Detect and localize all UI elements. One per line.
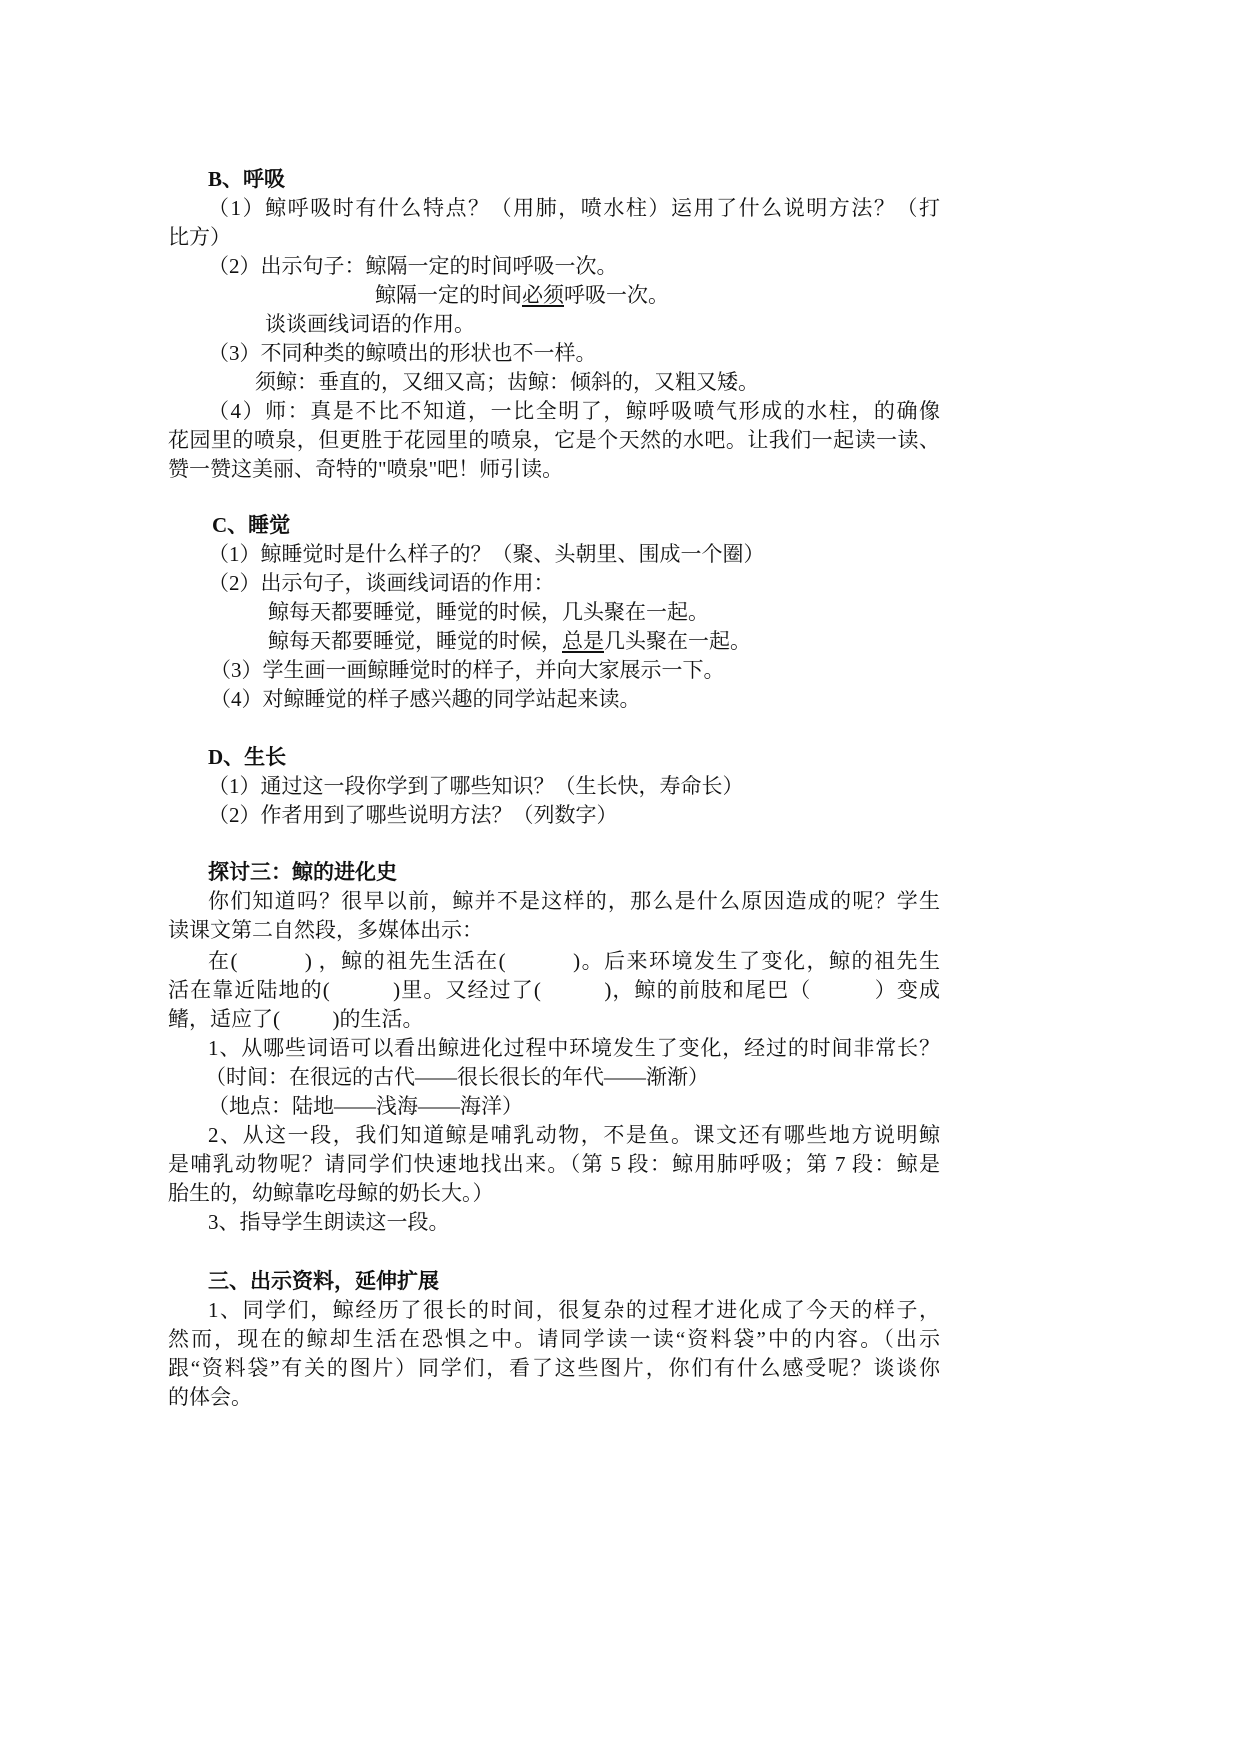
section-heading: 三、出示资料，延伸扩展	[208, 1269, 439, 1293]
paragraph-line: 谈谈画线词语的作用。	[265, 312, 475, 336]
paragraph-line: 读课文第二自然段，多媒体出示：	[168, 918, 483, 942]
example-sentence	[375, 281, 669, 310]
section-heading: B、呼吸	[208, 167, 286, 191]
paragraph-line: （时间：在很远的古代——很长很长的年代——渐渐）	[205, 1065, 709, 1089]
sentence-text: 几头聚在一起。	[604, 629, 751, 653]
underlined-word: 总是	[562, 629, 604, 653]
paragraph-line: 比方）	[168, 225, 231, 249]
paragraph-line: （1）鲸睡觉时是什么样子的？（聚、头朝里、围成一个圈）	[208, 542, 765, 566]
fill-in-blank-line: 在( ) ，鲸的祖先生活在( )。后来环境发生了变化，鲸的祖先生	[208, 949, 940, 973]
paragraph-line: （4）师：真是不比不知道，一比全明了，鲸呼吸喷气形成的水柱，的确像	[208, 399, 940, 423]
paragraph-line: 胎生的，幼鲸靠吃母鲸的奶长大。）	[168, 1181, 494, 1205]
example-sentence: 鲸每天都要睡觉，睡觉的时候，几头聚在一起。	[268, 600, 709, 624]
paragraph-line: （2）作者用到了哪些说明方法？（列数字）	[208, 803, 618, 827]
example-sentence	[268, 627, 751, 656]
paragraph-line: （3）学生画一画鲸睡觉时的样子，并向大家展示一下。	[210, 658, 725, 682]
section-heading: 探讨三：鲸的进化史	[208, 860, 397, 884]
fill-in-blank-line: 鳍，适应了( )的生活。	[168, 1007, 424, 1031]
paragraph-line: 须鲸：垂直的，又细又高；齿鲸：倾斜的，又粗又矮。	[255, 370, 759, 394]
paragraph-line: 的体会。	[168, 1385, 252, 1409]
paragraph-line: （3）不同种类的鲸喷出的形状也不一样。	[208, 341, 597, 365]
paragraph-line: 然而，现在的鲸却生活在恐惧之中。请同学读一读“资料袋”中的内容。（出示	[168, 1327, 940, 1351]
sentence-text: 鲸每天都要睡觉，睡觉的时候，	[268, 629, 562, 653]
paragraph-line: 2、从这一段，我们知道鲸是哺乳动物，不是鱼。课文还有哪些地方说明鲸	[208, 1123, 940, 1147]
paragraph-line: （1）通过这一段你学到了哪些知识？（生长快，寿命长）	[208, 774, 744, 798]
fill-in-blank-line: 活在靠近陆地的( )里。又经过了( )，鲸的前肢和尾巴（ ）变成	[168, 978, 940, 1002]
paragraph-line: 跟“资料袋”有关的图片）同学们，看了这些图片，你们有什么感受呢？谈谈你	[168, 1356, 940, 1380]
paragraph-line: 赞一赞这美丽、奇特的"喷泉"吧！师引读。	[168, 457, 564, 481]
paragraph-line: （2）出示句子，谈画线词语的作用：	[208, 571, 555, 595]
paragraph-line: 1、从哪些词语可以看出鲸进化过程中环境发生了变化，经过的时间非常长？	[208, 1036, 940, 1060]
underlined-word: 必须	[522, 283, 564, 307]
sentence-text: 呼吸一次。	[564, 283, 669, 307]
paragraph-line: （4）对鲸睡觉的样子感兴趣的同学站起来读。	[210, 687, 641, 711]
paragraph-line: 3、指导学生朗读这一段。	[208, 1210, 450, 1234]
sentence-text: 鲸隔一定的时间	[375, 283, 522, 307]
paragraph-line: 花园里的喷泉，但更胜于花园里的喷泉，它是个天然的水吧。让我们一起读一读、	[168, 428, 940, 452]
paragraph-line: 1、同学们，鲸经历了很长的时间，很复杂的过程才进化成了今天的样子，	[208, 1298, 940, 1322]
paragraph-line: 你们知道吗？很早以前，鲸并不是这样的，那么是什么原因造成的呢？学生	[208, 889, 940, 913]
section-heading: D、生长	[208, 745, 287, 769]
section-heading: C、睡觉	[212, 513, 291, 537]
paragraph-line: 是哺乳动物呢？请同学们快速地找出来。（第 5 段：鲸用肺呼吸；第 7 段：鲸是	[168, 1152, 940, 1176]
paragraph-line: （2）出示句子：鲸隔一定的时间呼吸一次。	[208, 254, 618, 278]
paragraph-line: （1）鲸呼吸时有什么特点？（用肺，喷水柱）运用了什么说明方法？（打	[208, 196, 940, 220]
paragraph-line: （地点：陆地——浅海——海洋）	[208, 1094, 523, 1118]
